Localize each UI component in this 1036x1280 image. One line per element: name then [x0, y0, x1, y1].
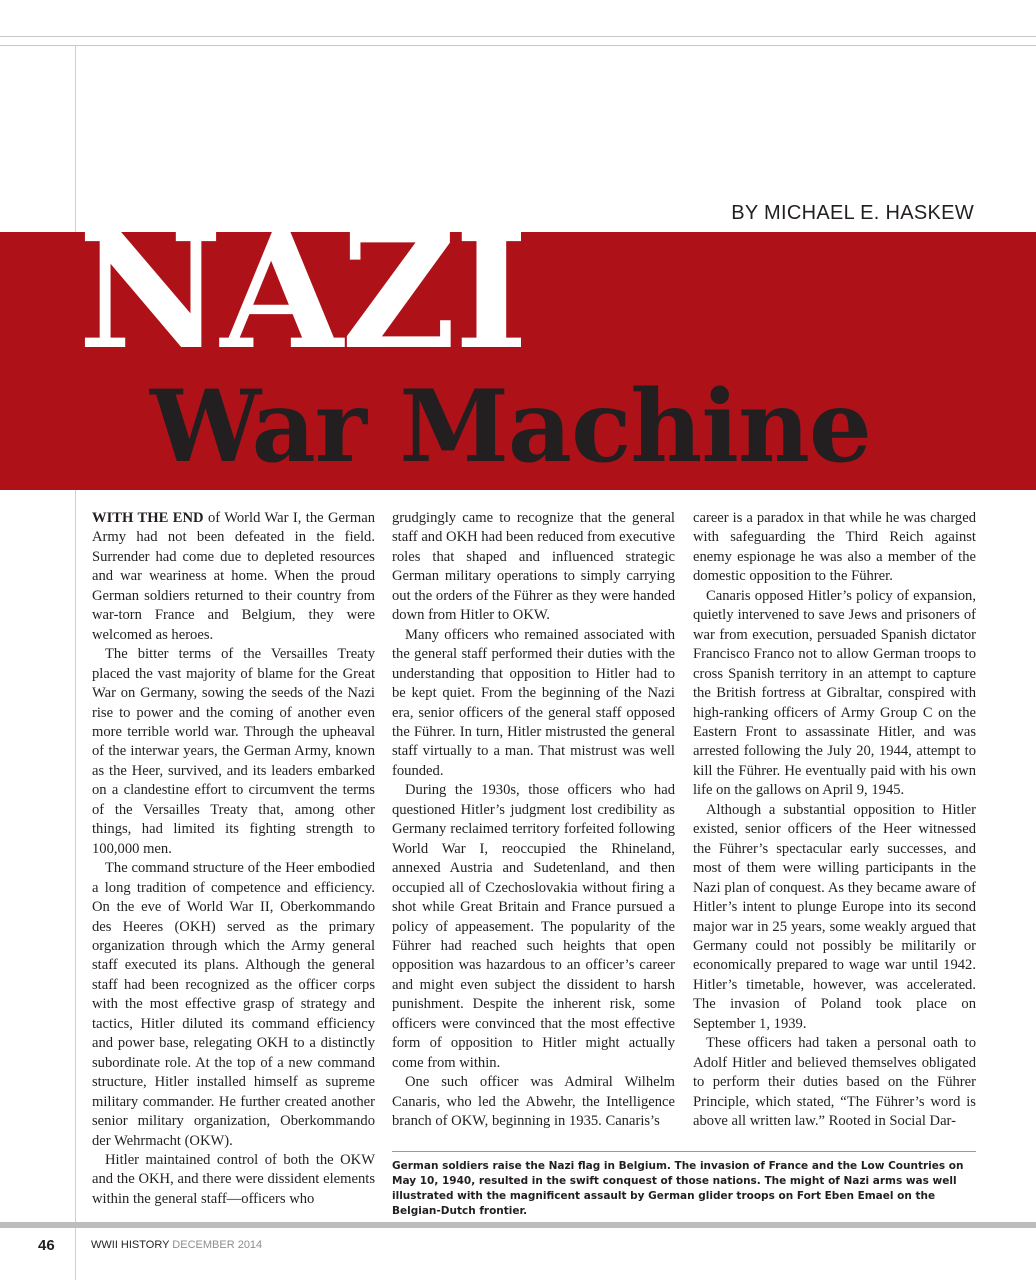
article-paragraph: Canaris opposed Hitler’s policy of expansion, quietly intervened to save Jews and prisoners of war from execution, persuaded Spanish dictator Francisco Franco not to allow German troops to cross Spanish territory in an attempt to capture the British fortress at Gibraltar, conspired with high-ranking officers of Army Group C on the Eastern Front to assassinate Hitler, and was arrested following the July 20, 1944, attempt to kill the Führer. He eventually paid with his own life on the gallows on April 9, 1945. [693, 587, 976, 799]
byline: BY MICHAEL E. HASKEW [731, 202, 974, 224]
article-paragraph: grudgingly came to recognize that the general staff and OKH had been reduced from executive roles that shaped and influenced strategic German military operations to simply carrying out the orders of the Führer as they were handed down from Hitler to OKW. [392, 510, 675, 624]
issue-date: DECEMBER 2014 [172, 1239, 263, 1251]
article-paragraph: WITH THE END of World War I, the German Army had not been defeated in the field. Surrender had come due to depleted resources and war weariness at home. When the proud German soldiers returned to their country from war-torn France and Belgium, they were welcomed as heroes. [92, 510, 375, 643]
top-rule [0, 36, 1036, 37]
article-paragraph: The bitter terms of the Versailles Treaty placed the vast majority of blame for the Great War on Germany, sowing the seeds of the Nazi rise to power and the coming of another even more terrible world war. Through the upheaval of the interwar years, the German Army, known as the Heer, survived, and its leaders embarked on a clandestine effort to circumvent the terms of the Versailles Treaty that, among other things, had limited its fighting strength to 100,000 men. [92, 646, 375, 857]
page-number: 46 [38, 1237, 55, 1254]
article-column-3 [693, 509, 976, 1132]
magazine-name: WWII HISTORY [91, 1239, 170, 1251]
article-paragraph: career is a paradox in that while he was charged with safeguarding the Third Reich against enemy espionage he was also a member of the domestic opposition to the Führer. [693, 510, 976, 585]
top-rule-inner [0, 45, 1036, 46]
article-paragraph: Although a substantial opposition to Hitler existed, senior officers of the Heer witnessed the Führer’s spectacular early successes, and most of them were willing participants in the Nazi plan of conquest. As they became aware of Hitler’s intent to plunge Europe into its second major war in 25 years, some weakly argued that Germany could not possibly be militarily or economically prepared to wage war until 1942. Hitler’s timetable, however, was accelerated. The invasion of Poland took place on September 1, 1939. [693, 801, 976, 1032]
article-paragraph: These officers had taken a personal oath to Adolf Hitler and believed themselves obligated to perform their duties based on the Führer Principle, which stated, “The Führer’s word is above all written law.” Rooted in Social Dar- [693, 1035, 976, 1130]
photo-caption: German soldiers raise the Nazi flag in Belgium. The invasion of France and the Low Countries on May 10, 1940, resulted in the swift conquest of those nations. The might of Nazi arms was well illustrated with the magnificent assault by German glider troops on Fort Eben Emael on the Belgian-Dutch frontier. [392, 1151, 976, 1219]
footer-band [0, 1222, 1036, 1228]
folio [91, 1239, 262, 1251]
margin-rule [75, 45, 76, 1280]
article-column-2 [392, 509, 675, 1132]
article-paragraph: One such officer was Admiral Wilhelm Canaris, who led the Abwehr, the Intelligence branch of OKW, beginning in 1935. Canaris’s [392, 1074, 675, 1130]
article-paragraph: Hitler maintained control of both the OKW and the OKH, and there were dissident elements within the general staff—officers who [92, 1151, 375, 1207]
title-line-nazi: NAZI [78, 200, 527, 385]
article-paragraph: Many officers who remained associated with the general staff performed their duties with the understanding that opposition to Hitler had to be kept quiet. From the beginning of the Nazi era, senior officers of the general staff opposed the Führer. In turn, Hitler mistrusted the general staff virtually to a man. That mistrust was well founded. [392, 626, 675, 779]
article-column-1 [92, 509, 375, 1209]
article-paragraph: The command structure of the Heer embodied a long tradition of competence and efficiency. On the eve of World War II, Oberkommando des Heeres (OKH) served as the primary organization through which the Army general staff executed its plans. Although the general staff had been recognized as the officer corps with the most effective grasp of strategy and tactics, Hitler diluted its command efficiency and power base, relegating OKH to a distinctly subordinate role. At the top of a new command structure, Hitler installed himself as supreme military commander. He further created another senior military organization, Oberkommando der Wehrmacht (OKW). [92, 860, 375, 1149]
article-paragraph: During the 1930s, those officers who had questioned Hitler’s judgment lost credibility as Germany reclaimed territory forfeited following World War I, reoccupied the Rhineland, annexed Austria and Sudetenland, and then occupied all of Czechoslovakia without firing a shot while Great Britain and France pursued a policy of appeasement. The popularity of the Führer had reached such heights that open opposition was hazardous to an officer’s career and might even subject the dissident to harsh punishment. Despite the inherent risk, some officers were convinced that the most effective form of opposition to Hitler might actually come from within. [392, 782, 675, 1071]
lead-in: WITH THE END [92, 510, 204, 526]
title-line-war-machine: War Machine [150, 369, 871, 485]
